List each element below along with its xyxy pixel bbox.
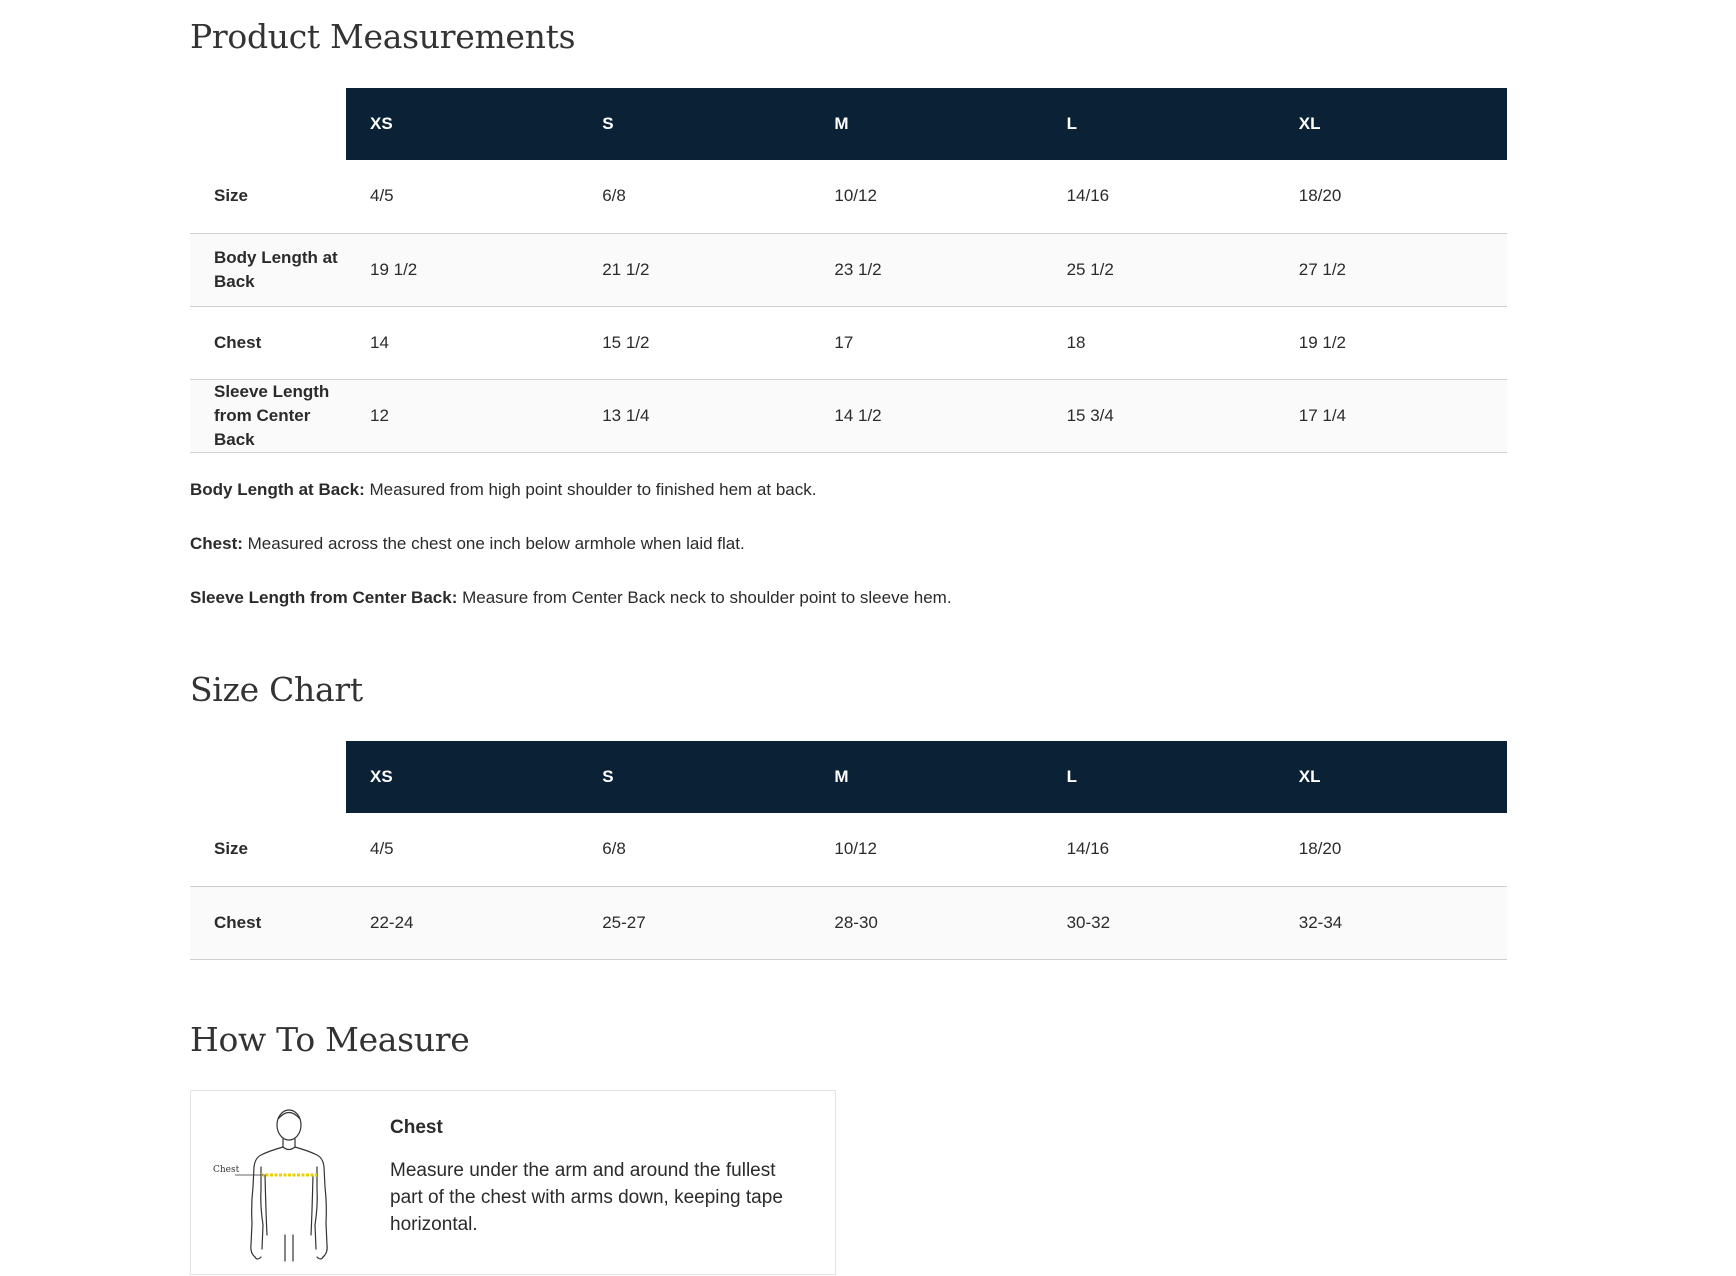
table-cell: 23 1/2	[810, 233, 1042, 306]
row-label: Body Length at Back	[190, 233, 346, 306]
table-cell: 14 1/2	[810, 379, 1042, 452]
table-row	[190, 379, 1507, 452]
note-text: Measure from Center Back neck to shoulder point to sleeve hem.	[457, 588, 952, 607]
size-column-xs: XS	[346, 741, 578, 813]
row-label: Chest	[190, 886, 346, 959]
measure-heading: Chest	[390, 1117, 443, 1138]
measure-card-chest	[190, 1090, 836, 1275]
table-row	[190, 306, 1507, 379]
table-cell: 15 1/2	[578, 306, 810, 379]
note-body-length	[190, 478, 952, 532]
size-column-l: L	[1043, 88, 1275, 160]
note-text: Measured across the chest one inch below armhole when laid flat.	[242, 534, 745, 553]
measure-description: Measure under the arm and around the fullest part of the chest with arms down, keeping tape horizontal.	[390, 1160, 783, 1235]
size-column-s: S	[578, 741, 810, 813]
table-cell: 6/8	[578, 160, 810, 233]
table-cell: 10/12	[810, 813, 1042, 886]
table-cell: 18/20	[1275, 160, 1507, 233]
note-term: Chest:	[190, 534, 243, 553]
product-measurements-title: Product Measurements	[190, 17, 576, 56]
table-cell: 14/16	[1043, 813, 1275, 886]
table-cell: 18	[1043, 306, 1275, 379]
measurement-notes	[190, 478, 952, 640]
table-cell: 14	[346, 306, 578, 379]
row-label: Size	[190, 813, 346, 886]
table-cell: 4/5	[346, 813, 578, 886]
table-cell: 17 1/4	[1275, 379, 1507, 452]
size-chart-title: Size Chart	[190, 670, 363, 709]
size-column-xl: XL	[1275, 88, 1507, 160]
size-column-m: M	[810, 88, 1042, 160]
table-cell: 18/20	[1275, 813, 1507, 886]
product-measurements-table	[190, 88, 1507, 453]
table-cell: 15 3/4	[1043, 379, 1275, 452]
size-chart-table	[190, 741, 1507, 960]
size-column-s: S	[578, 88, 810, 160]
note-term: Body Length at Back:	[190, 480, 365, 499]
table-cell: 10/12	[810, 160, 1042, 233]
header-blank-cell	[190, 88, 346, 160]
table-cell: 17	[810, 306, 1042, 379]
row-label: Size	[190, 160, 346, 233]
table-row	[190, 233, 1507, 306]
size-column-l: L	[1043, 741, 1275, 813]
table-cell: 19 1/2	[346, 233, 578, 306]
table-row	[190, 160, 1507, 233]
table-cell: 27 1/2	[1275, 233, 1507, 306]
size-column-xl: XL	[1275, 741, 1507, 813]
table-cell: 14/16	[1043, 160, 1275, 233]
table-cell: 12	[346, 379, 578, 452]
table-cell: 21 1/2	[578, 233, 810, 306]
header-blank-cell	[190, 741, 346, 813]
how-to-measure-title: How To Measure	[190, 1020, 470, 1059]
table-cell: 28-30	[810, 886, 1042, 959]
note-term: Sleeve Length from Center Back:	[190, 588, 458, 607]
table-cell: 19 1/2	[1275, 306, 1507, 379]
table-cell: 22-24	[346, 886, 578, 959]
table-header-row	[190, 741, 1507, 813]
table-cell: 25-27	[578, 886, 810, 959]
table-cell: 6/8	[578, 813, 810, 886]
table-cell: 13 1/4	[578, 379, 810, 452]
table-header-row	[190, 88, 1507, 160]
table-cell: 30-32	[1043, 886, 1275, 959]
table-cell: 4/5	[346, 160, 578, 233]
chest-measurement-figure	[211, 1105, 361, 1263]
note-text: Measured from high point shoulder to finished hem at back.	[364, 480, 817, 499]
size-column-m: M	[810, 741, 1042, 813]
note-sleeve-length	[190, 586, 952, 640]
table-cell: 32-34	[1275, 886, 1507, 959]
table-cell: 25 1/2	[1043, 233, 1275, 306]
table-row	[190, 813, 1507, 886]
figure-label-chest: Chest	[213, 1165, 240, 1175]
row-label: Chest	[190, 306, 346, 379]
row-label: Sleeve Length from Center Back	[190, 379, 346, 452]
note-chest	[190, 532, 952, 586]
table-row	[190, 886, 1507, 959]
size-column-xs: XS	[346, 88, 578, 160]
